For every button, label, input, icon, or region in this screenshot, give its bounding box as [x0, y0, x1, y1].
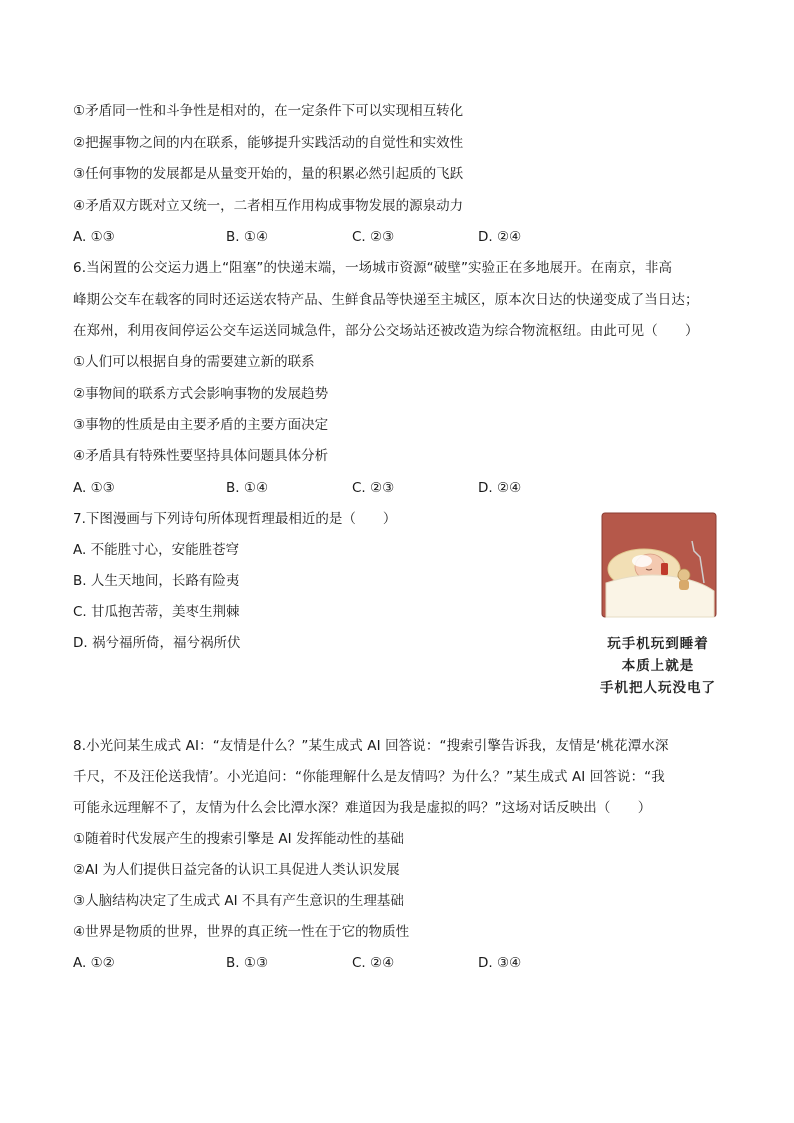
q6-statement-3: ③事物的性质是由主要矛盾的主要方面决定: [73, 417, 329, 433]
q7-option-b[interactable]: B. 人生天地间，长路有险夷: [73, 573, 240, 589]
small-figure-body: [679, 580, 689, 590]
q8-statement-2: ②AI 为人们提供日益完备的认识工具促进人类认识发展: [73, 862, 400, 878]
q7-option-c[interactable]: C. 甘瓜抱苦蒂，美枣生荆棘: [73, 604, 240, 620]
q8-option-b[interactable]: B. ①③: [226, 955, 269, 971]
q5-statement-2: ②把握事物之间的内在联系，能够提升实践活动的自觉性和实效性: [73, 135, 464, 151]
phone-icon: [661, 563, 668, 575]
q5-option-a[interactable]: A. ①③: [73, 229, 115, 245]
q8-statement-4: ④世界是物质的世界，世界的真正统一性在于它的物质性: [73, 924, 410, 940]
q7-stem: 7.下图漫画与下列诗句所体现哲理最相近的是（ ）: [73, 511, 397, 527]
cartoon-illustration: [600, 511, 718, 619]
q5-statement-3: ③任何事物的发展都是从量变开始的，量的积累必然引起质的飞跃: [73, 166, 464, 182]
q6-stem-line-2: 峰期公交车在载客的同时还运送农特产品、生鲜食品等快递至主城区，原本次日达的快递变成了当日达；: [73, 292, 699, 308]
cartoon-caption-line-1: 玩手机玩到睡着: [607, 636, 709, 652]
q8-option-a[interactable]: A. ①②: [73, 955, 115, 971]
q6-option-b[interactable]: B. ①④: [226, 480, 269, 496]
q7-option-d[interactable]: D. 祸兮福所倚，福兮祸所伏: [73, 635, 241, 651]
q8-stem-line-3: 可能永远理解不了，友情为什么会比潭水深？难道因为我是虚拟的吗？”这场对话反映出（ ）: [73, 800, 652, 816]
q6-statement-2: ②事物间的联系方式会影响事物的发展趋势: [73, 386, 329, 402]
q5-options: [73, 227, 633, 247]
q8-stem-line-2: 千尺，不及汪伦送我情’。小光追问：“你能理解什么是友情吗？为什么？”某生成式 AI 回答说：“我: [73, 769, 665, 785]
q6-stem-line-3: 在郑州，利用夜间停运公交车运送同城急件，部分公交场站还被改造为综合物流枢纽。由此可见（ ）: [73, 323, 699, 339]
q5-option-b[interactable]: B. ①④: [226, 229, 269, 245]
q6-option-c[interactable]: C. ②③: [352, 480, 395, 496]
q5-option-c[interactable]: C. ②③: [352, 229, 395, 245]
cartoon-caption-line-3: 手机把人玩没电了: [600, 680, 716, 696]
q6-statement-4: ④矛盾具有特殊性要坚持具体问题具体分析: [73, 448, 329, 464]
q6-options: [73, 478, 633, 498]
q6-statement-1: ①人们可以根据自身的需要建立新的联系: [73, 354, 315, 370]
q8-option-d[interactable]: D. ③④: [478, 955, 522, 971]
sleeper-hair: [632, 555, 652, 567]
q8-option-c[interactable]: C. ②④: [352, 955, 395, 971]
q7-option-a[interactable]: A. 不能胜寸心，安能胜苍穹: [73, 542, 240, 558]
q8-statement-1: ①随着时代发展产生的搜索引擎是 AI 发挥能动性的基础: [73, 831, 404, 847]
q8-stem-line-1: 8.小光问某生成式 AI：“友情是什么？”某生成式 AI 回答说：“搜索引擎告诉我，友情是‘桃花潭水深: [73, 738, 669, 754]
q5-statement-1: ①矛盾同一性和斗争性是相对的，在一定条件下可以实现相互转化: [73, 103, 464, 119]
q6-option-d[interactable]: D. ②④: [478, 480, 522, 496]
q5-option-d[interactable]: D. ②④: [478, 229, 522, 245]
small-figure-head: [678, 569, 690, 581]
q6-option-a[interactable]: A. ①③: [73, 480, 115, 496]
cartoon-caption-line-2: 本质上就是: [621, 658, 695, 674]
q8-options: [73, 953, 633, 973]
q5-statement-4: ④矛盾双方既对立又统一，二者相互作用构成事物发展的源泉动力: [73, 198, 464, 214]
q6-stem-line-1: 6.当闲置的公交运力遇上“阻塞”的快递末端，一场城市资源“破壁”实验正在多地展开。在南京，非高: [73, 260, 673, 276]
q8-statement-3: ③人脑结构决定了生成式 AI 不具有产生意识的生理基础: [73, 893, 404, 909]
